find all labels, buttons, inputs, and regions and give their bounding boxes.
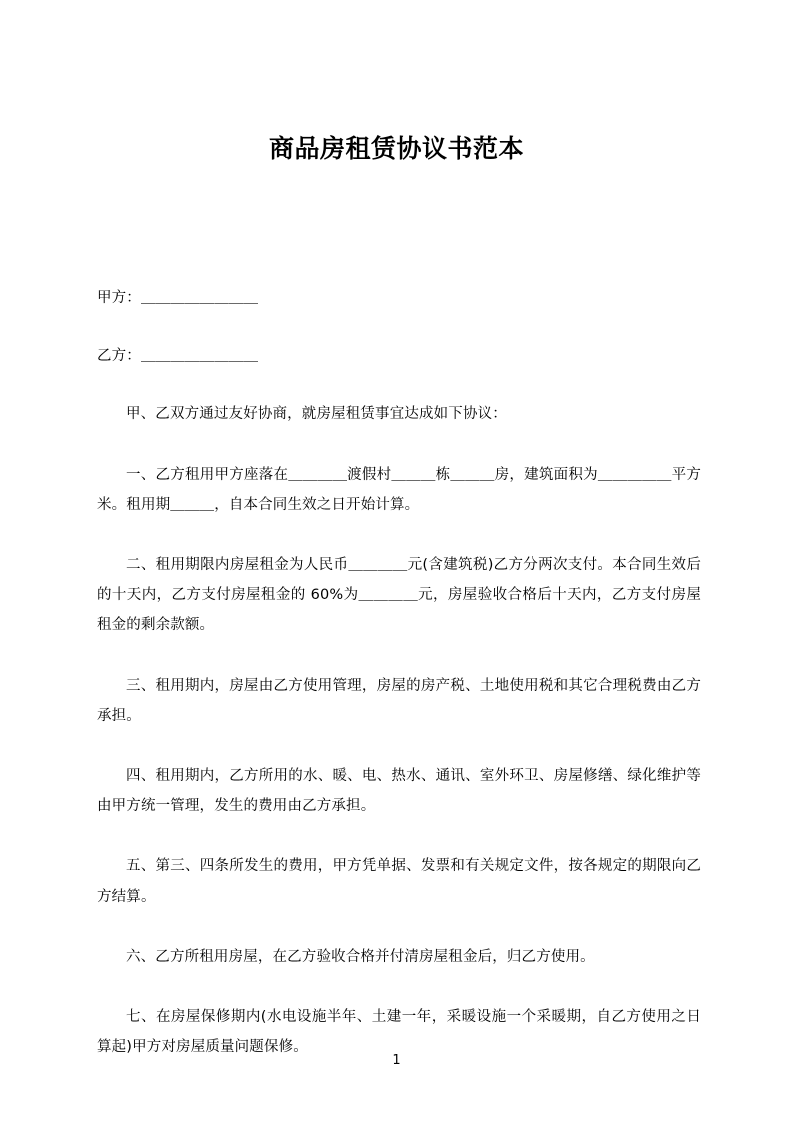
clause-paragraph-2: 二、租用期限内房屋租金为人民币＿＿＿＿元(含建筑税)乙方分两次支付。本合同生效后的十天内，乙方支付房屋租金的 60%为＿＿＿＿元，房屋验收合格后十天内，乙方支付房屋租金的剩余款额。	[97, 557, 701, 634]
party-label-jiafang: 甲方：	[97, 290, 141, 306]
clause-paragraph-3: 三、租用期内，房屋由乙方使用管理，房屋的房产税、土地使用税和其它合理税费由乙方承担。	[97, 677, 701, 724]
spacer	[97, 972, 701, 1002]
clause-paragraph-7: 七、在房屋保修期内(水电设施半年、土建一年，采暖设施一个采暖期，自乙方使用之日算起)甲方对房屋质量问题保修。	[97, 1009, 701, 1056]
party-line-jiafang	[97, 283, 701, 313]
preamble-paragraph: 甲、乙双方通过友好协商，就房屋租赁事宜达成如下协议：	[126, 406, 507, 423]
spacer	[97, 731, 701, 761]
clause-paragraph-5: 五、第三、四条所发生的费用，甲方凭单据、发票和有关规定文件，按各规定的期限向乙方结算。	[97, 858, 701, 905]
party-line-yifang	[97, 341, 701, 371]
spacer	[97, 430, 701, 460]
spacer	[97, 821, 701, 851]
spacer	[97, 912, 701, 942]
spacer	[97, 371, 701, 399]
party-blank-jiafang: ＿＿＿＿＿＿＿＿	[140, 290, 259, 306]
spacer	[97, 641, 701, 671]
document-body	[97, 283, 701, 1062]
clause-paragraph-1: 一、乙方租用甲方座落在＿＿＿＿渡假村＿＿＿栋＿＿＿房，建筑面积为＿＿＿＿＿平方米。租用期＿＿＿，自本合同生效之日开始计算。	[97, 466, 701, 513]
page-title: 商品房租赁协议书范本	[268, 134, 524, 163]
clause-paragraph-4: 四、租用期内，乙方所用的水、暖、电、热水、通讯、室外环卫、房屋修缮、绿化维护等由甲方统一管理，发生的费用由乙方承担。	[97, 768, 701, 815]
party-blank-yifang: ＿＿＿＿＿＿＿＿	[140, 348, 259, 365]
page-number: 1	[392, 1053, 401, 1068]
spacer	[97, 520, 701, 550]
spacer	[97, 313, 701, 341]
party-label-yifang: 乙方：	[97, 348, 141, 365]
clause-paragraph-6: 六、乙方所租用房屋，在乙方验收合格并付清房屋租金后，归乙方使用。	[126, 948, 595, 965]
